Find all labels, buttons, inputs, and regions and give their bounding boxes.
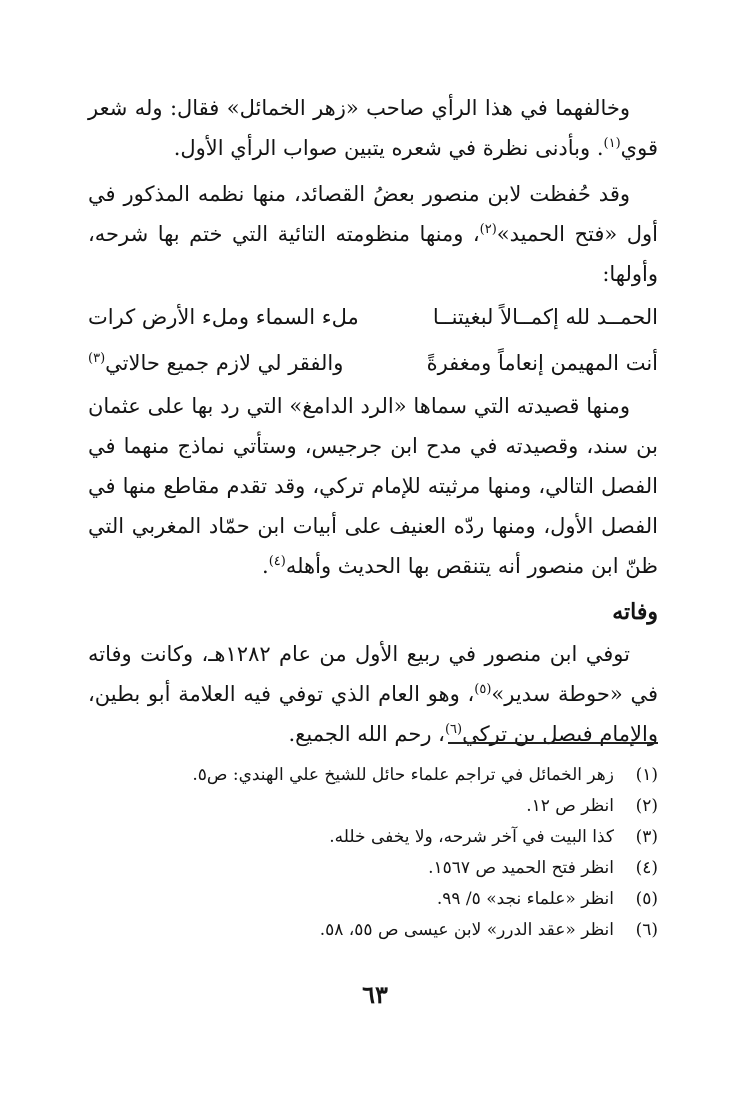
paragraph-2-text: وقد حُفظت لابن منصور بعضُ القصائد، منها نظمه المذكور في أول «فتح الحميد» (88, 182, 658, 246)
section-heading: وفاته (612, 599, 658, 625)
footnote-text: انظر «عقد الدرر» لابن عيسى ص ٥٥، ٥٨. (319, 920, 614, 940)
footnote (88, 822, 658, 853)
footnote (88, 791, 658, 822)
footnote-number: (٥) (635, 889, 658, 909)
footnote (88, 915, 658, 946)
footnote-number: (٣) (635, 827, 658, 847)
paragraph-4-tail: ، رحم الله الجميع. (288, 722, 445, 746)
footnote (88, 760, 658, 791)
paragraph-4-text-2: ، وهو العام الذي توفي فيه العلامة أبو بطين، والإمام فيصل بن تركي (88, 682, 658, 746)
poem-verse-1 (88, 294, 658, 340)
footnote-number: (٢) (635, 796, 658, 816)
footnote-number: (١) (635, 765, 658, 785)
footnote-ref-2[interactable]: (٢) (479, 222, 497, 237)
footnote-ref-4[interactable]: (٤) (268, 554, 286, 569)
paragraph-3-text: ومنها قصيدته التي سماها «الرد الدامغ» التي رد بها على عثمان بن سند، وقصيدته في مدح ابن جرجيس، وستأتي نماذج منهما في الفصل التالي، ومنها مرثيته للإمام تركي، وقد تقدم مقاطع منها في الفصل الأول، ومنها ردّه العنيف على أبيات ابن حمّاد المغربي التي ظنّ ابن منصور أنه يتنقص بها الحديث وأهله (88, 394, 658, 578)
paragraph-4 (88, 634, 658, 754)
footnote-ref-3[interactable]: (٣) (88, 351, 106, 366)
footnote-ref-5[interactable]: (٥) (474, 682, 492, 697)
footnote-number: (٤) (635, 858, 658, 878)
main-text (88, 88, 658, 760)
paragraph-4-text-1: توفي ابن منصور في ربيع الأول من عام ١٢٨٢هـ، وكانت وفاته في «حوطة سدير» (88, 642, 658, 706)
paragraph-1-tail: . وبأدنى نظرة في شعره يتبين صواب الرأي الأول. (173, 136, 604, 160)
footnote-number: (٦) (635, 920, 658, 940)
verse-1-first-hemistich: الحمــد لله إكمــالاً لبغيتنــا (432, 305, 658, 329)
footnote-ref-6[interactable]: (٦) (444, 722, 463, 737)
footnote-text: انظر «علماء نجد» ٥/ ٩٩. (436, 889, 614, 909)
footnotes (88, 760, 658, 946)
poem (88, 294, 658, 386)
footnote (88, 884, 658, 915)
paragraph-2-tail: ، ومنها منظومته التائية التي ختم بها شرحه، وأولها: (88, 222, 658, 286)
paragraph-1 (88, 88, 658, 168)
paragraph-2 (88, 174, 658, 294)
verse-2-second-hemistich (88, 343, 343, 383)
paragraph-3 (88, 386, 658, 586)
footnote (88, 853, 658, 884)
paragraph-1-text: وخالفهما في هذا الرأي صاحب «زهر الخمائل» فقال: وله شعر قوي (88, 96, 658, 160)
footnote-separator (448, 742, 658, 744)
verse-1-second-hemistich: ملء السماء وملء الأرض كرات (88, 305, 359, 329)
poem-verse-2 (88, 340, 658, 386)
footnote-ref-1[interactable]: (١) (603, 136, 621, 151)
footnote-text: انظر ص ١٢. (526, 796, 614, 816)
page-number: ٦٣ (362, 980, 388, 1009)
footnote-text: كذا البيت في آخر شرحه، ولا يخفى خلله. (329, 827, 614, 847)
paragraph-3-tail: . (262, 554, 269, 578)
verse-2-second-text: والفقر لي لازم جميع حالاتي (105, 351, 344, 375)
verse-2-first-hemistich: أنت المهيمن إنعاماً ومغفرةً (426, 351, 658, 375)
footnote-text: زهر الخمائل في تراجم علماء حائل للشيخ علي الهندي: ص٥. (192, 765, 614, 785)
footnote-text: انظر فتح الحميد ص ١٥٦٧. (428, 858, 614, 878)
